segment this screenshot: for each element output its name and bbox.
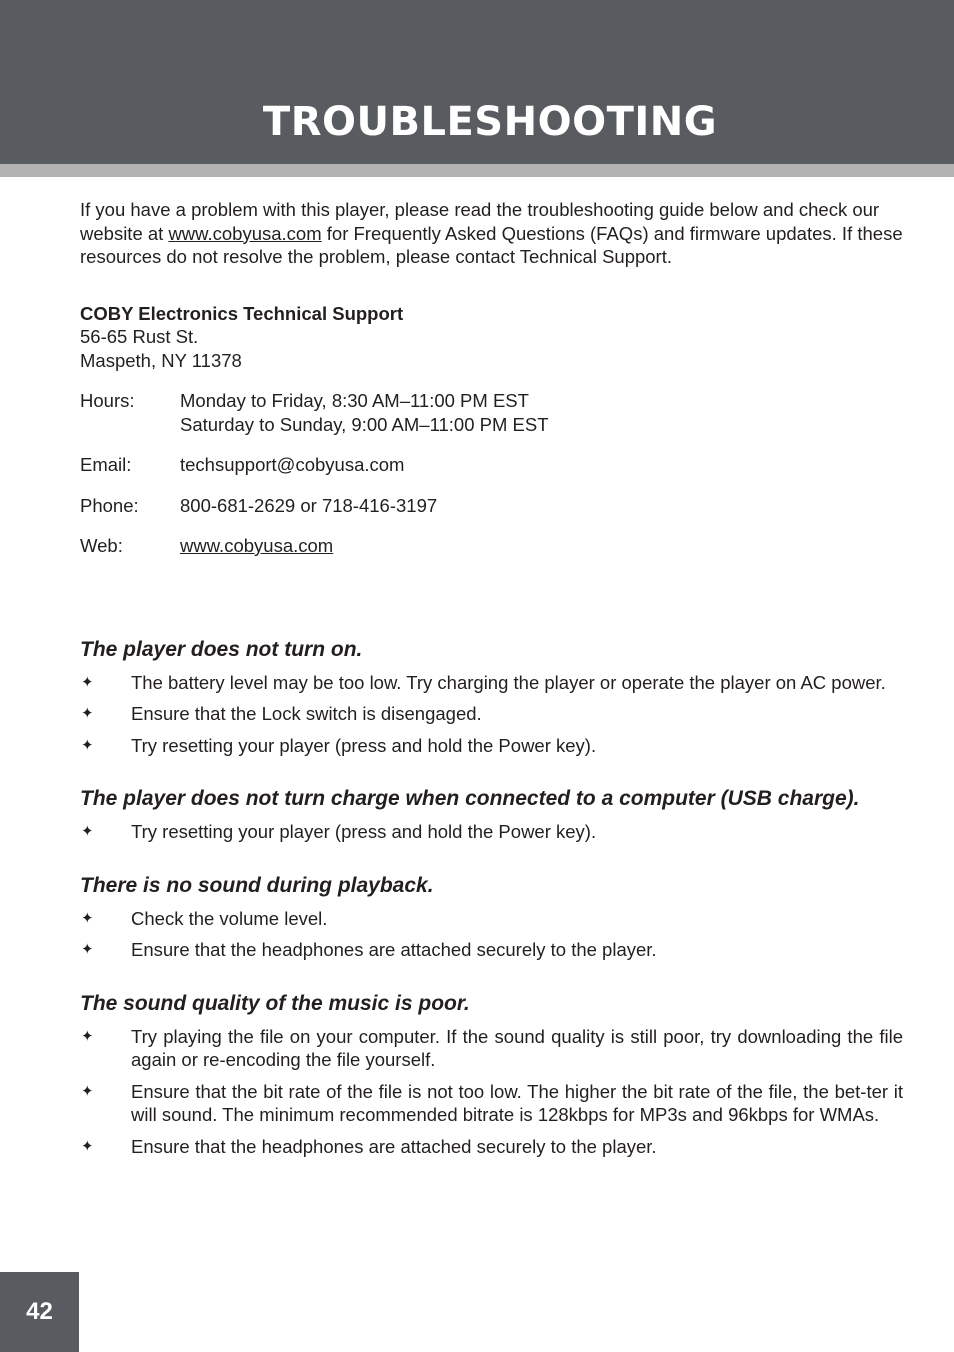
- intro-text-1: If you have a problem with this player, please read the troubleshooting guide below and check our website at: [80, 199, 880, 244]
- web-link[interactable]: www.cobyusa.com: [180, 535, 334, 556]
- four-point-star-icon: ✦: [81, 823, 94, 840]
- section-heading: The player does not turn charge when connected to a computer (USB charge).: [80, 787, 860, 810]
- section-poor-quality: [80, 990, 903, 1159]
- header-stripe: [0, 164, 954, 177]
- page-number: 42: [0, 1272, 79, 1352]
- list-item-text: Ensure that the bit rate of the file is not too low. The higher the bit rate of the file, the bet-ter it will sound. The minimum recommended bitrate is 128kbps for MP3s and 96kbps for WMAs.: [131, 1080, 903, 1125]
- list-item: [80, 938, 903, 962]
- section-heading: The player does not turn on.: [80, 637, 363, 661]
- section-no-sound: [80, 872, 903, 962]
- list-item: [80, 1080, 903, 1127]
- intro-text-2: for Frequently Asked Questions (FAQs) and firmware updates. If these resources do not resolve the problem, please contact Technical Support.: [80, 222, 903, 267]
- list-item: [80, 1025, 903, 1072]
- list-item: [80, 820, 903, 844]
- four-point-star-icon: ✦: [81, 941, 94, 958]
- list-item: [80, 671, 903, 695]
- page-title: TROUBLESHOOTING: [262, 99, 718, 145]
- email-row: [80, 453, 903, 477]
- hours-label: Hours:: [80, 390, 135, 411]
- email-value: techsupport@cobyusa.com: [180, 454, 405, 475]
- support-title: COBY Electronics Technical Support: [80, 302, 404, 324]
- list-item: [80, 1135, 903, 1159]
- section-no-power: [80, 636, 903, 758]
- list-item-text: Ensure that the Lock switch is disengaged.: [131, 703, 482, 724]
- four-point-star-icon: ✦: [81, 705, 94, 722]
- list-item: [80, 907, 903, 931]
- email-label: Email:: [80, 454, 132, 475]
- address-line-2: Maspeth, NY 11378: [80, 349, 242, 371]
- list-item-text: Check the volume level.: [131, 907, 328, 929]
- hours-weekday: Monday to Friday, 8:30 AM–11:00 PM EST: [180, 390, 529, 411]
- list-item-text: The battery level may be too low. Try charging the player or operate the player on AC power.: [131, 671, 886, 693]
- web-value: [180, 534, 903, 558]
- web-label: Web:: [80, 535, 123, 556]
- address-line-1: 56-65 Rust St.: [80, 326, 199, 347]
- four-point-star-icon: ✦: [81, 1082, 94, 1100]
- four-point-star-icon: ✦: [81, 736, 94, 754]
- hours-row: [80, 389, 903, 436]
- phone-label: Phone:: [80, 494, 139, 516]
- page-content: [80, 198, 903, 1166]
- four-point-star-icon: ✦: [81, 1137, 94, 1155]
- list-item-text: Try resetting your player (press and hold the Power key).: [131, 734, 597, 756]
- web-row: [80, 534, 903, 558]
- intro-paragraph: [80, 198, 903, 269]
- four-point-star-icon: ✦: [81, 673, 94, 691]
- website-link[interactable]: www.cobyusa.com: [168, 222, 322, 244]
- list-item: [80, 734, 903, 758]
- four-point-star-icon: ✦: [81, 909, 94, 927]
- list-item-text: Try playing the file on your computer. If the sound quality is still poor, try downloading the file again or re-encoding the file yourself.: [131, 1025, 903, 1070]
- list-item: [80, 702, 903, 726]
- section-heading: There is no sound during playback.: [80, 873, 434, 897]
- section-usb-charge: [80, 785, 903, 844]
- list-item-text: Try resetting your player (press and hold the Power key).: [131, 821, 597, 842]
- hours-weekend: Saturday to Sunday, 9:00 AM–11:00 PM EST: [180, 413, 549, 435]
- phone-value: 800-681-2629 or 718-416-3197: [180, 494, 438, 516]
- phone-row: [80, 494, 903, 518]
- support-contact: [80, 302, 903, 373]
- four-point-star-icon: ✦: [81, 1027, 94, 1045]
- section-heading: The sound quality of the music is poor.: [80, 991, 470, 1015]
- list-item-text: Ensure that the headphones are attached securely to the player.: [131, 939, 657, 960]
- hours-value: [180, 389, 903, 436]
- list-item-text: Ensure that the headphones are attached securely to the player.: [131, 1135, 657, 1157]
